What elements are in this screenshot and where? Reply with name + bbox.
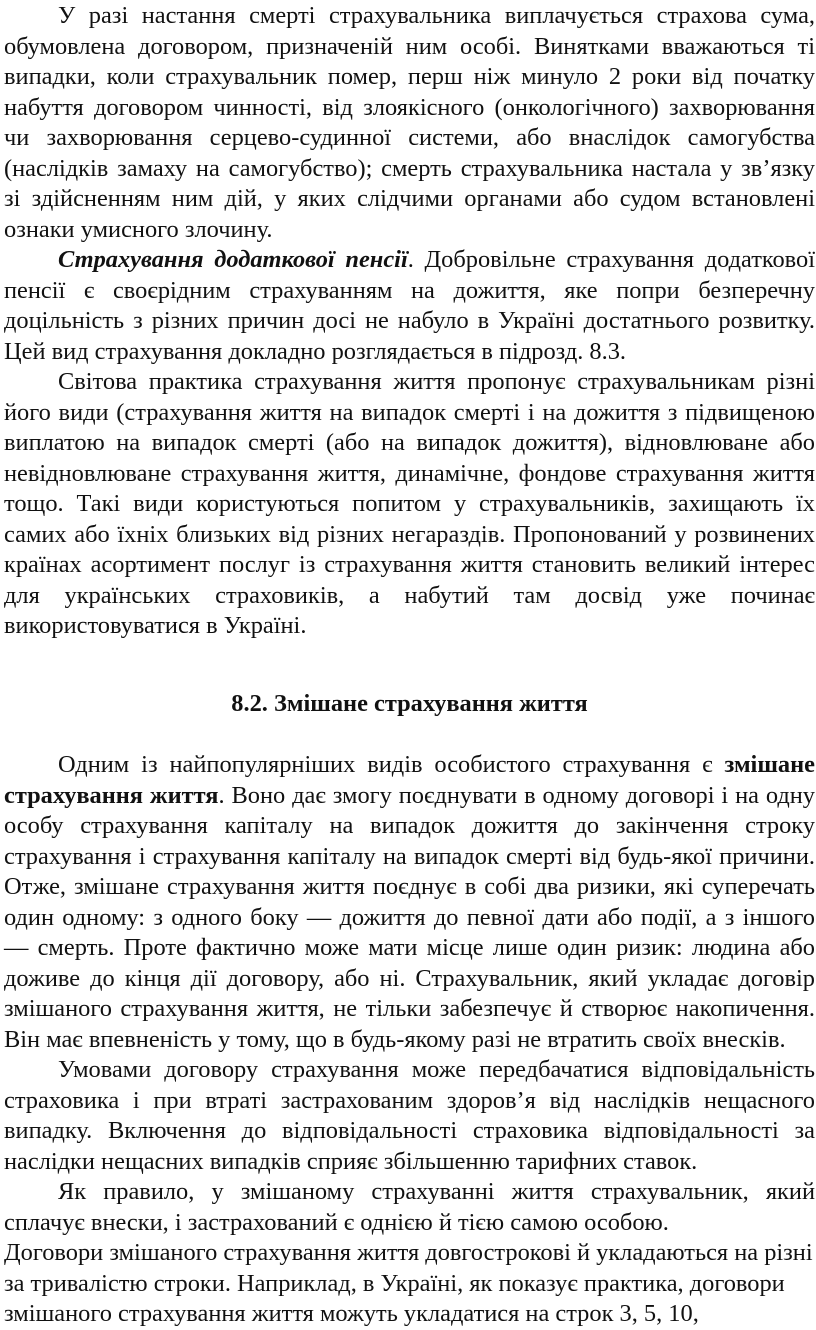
paragraph-policyholder: Як правило, у змішаному страхуванні життя страхувальник, який сплачує внески, і застрахований є однією й тією самою особою. xyxy=(4,1178,815,1236)
paragraph-additional-pension-text: . Добровільне страхування додаткової пенсії є своєрідним страхуванням на дожиття, яке попри безперечну доцільність з різних причин досі не набуло в Україні достатнього розвитку. Цей вид страхування докладно розглядається в підрозд. 8.3. xyxy=(4,246,815,365)
paragraph-contract-terms: Договори змішаного страхування життя довгострокові й укладаються на різні за тривалістю строки. Наприклад, в Україні, як показує практика, договори змішаного страхування життя можуть укладатися на строк 3, 5, 10, xyxy=(4,1239,813,1327)
spacer xyxy=(4,719,815,750)
spacer xyxy=(4,642,815,689)
paragraph-mixed-insurance xyxy=(4,750,815,1055)
section-heading: 8.2. Змішане страхування життя xyxy=(231,689,588,717)
paragraph-world-practice: Світова практика страхування життя пропонує страхувальникам різні його види (страхування життя на випадок смерті і на дожиття з підвищеною виплатою на випадок смерті (або на випадок дожиття), відновлюване або невідновлюване страхування життя, динамічне, фондове страхування життя тощо. Такі види користуються попитом у страхувальників, захищають їх самих або їхніх близьких від різних негараздів. Пропонований у розвинених країнах асортимент послуг із страхування життя становить великий інтерес для українських страховиків, а набутий там досвід уже починає використовуватися в Україні. xyxy=(4,368,815,639)
term-mixed-insurance: змішане страхування життя xyxy=(4,751,815,809)
term-additional-pension: Страхування додаткової пенсії xyxy=(58,246,408,273)
paragraph-mixed-insurance-intro: Одним із найпопулярніших видів особистого страхування є xyxy=(58,751,725,778)
paragraph-contract-conditions: Умовами договору страхування може передбачатися відповідальність страховика і при втраті застрахованим здоров’я від наслідків нещасного випадку. Включення до відповідальності страховика відповідальності за наслідки нещасних випадків сприяє збільшенню тарифних ставок. xyxy=(4,1056,815,1175)
paragraph-additional-pension xyxy=(4,245,815,367)
paragraph-mixed-insurance-text: . Воно дає змогу поєднувати в одному договорі і на одну особу страхування капіталу на випадок дожиття до закінчення строку страхування і страхування капіталу на випадок смерті від будь-якої причини. Отже, змішане страхування життя поєднує в собі два ризики, які суперечать один одному: з одного боку — дожиття до певної дати або події, а з іншого — смерть. Проте фактично може мати місце лише один ризик: людина або доживе до кінця дії договору, або ні. Страхувальник, який укладає договір змішаного страхування життя, не тільки забезпечує й створює накопичення. Він має впевненість у тому, що в будь-якому разі не втратить своїх внесків. xyxy=(4,781,816,1053)
paragraph-death-payout: У разі настання смерті страхувальника виплачується страхова сума, обумовлена договором, призначеній ним особі. Винятками вважаються ті випадки, коли страхувальник помер, перш ніж минуло 2 роки від початку набуття договором чинності, від злоякісного (онкологічного) захворювання чи захворювання серцево-судинної системи, або внаслідок самогубства (наслідків замаху на самогубство); смерть страхувальника настала у зв’язку зі здійсненням ним дій, у яких слідчими органами або судом встановлені ознаки умисного злочину. xyxy=(4,2,815,243)
